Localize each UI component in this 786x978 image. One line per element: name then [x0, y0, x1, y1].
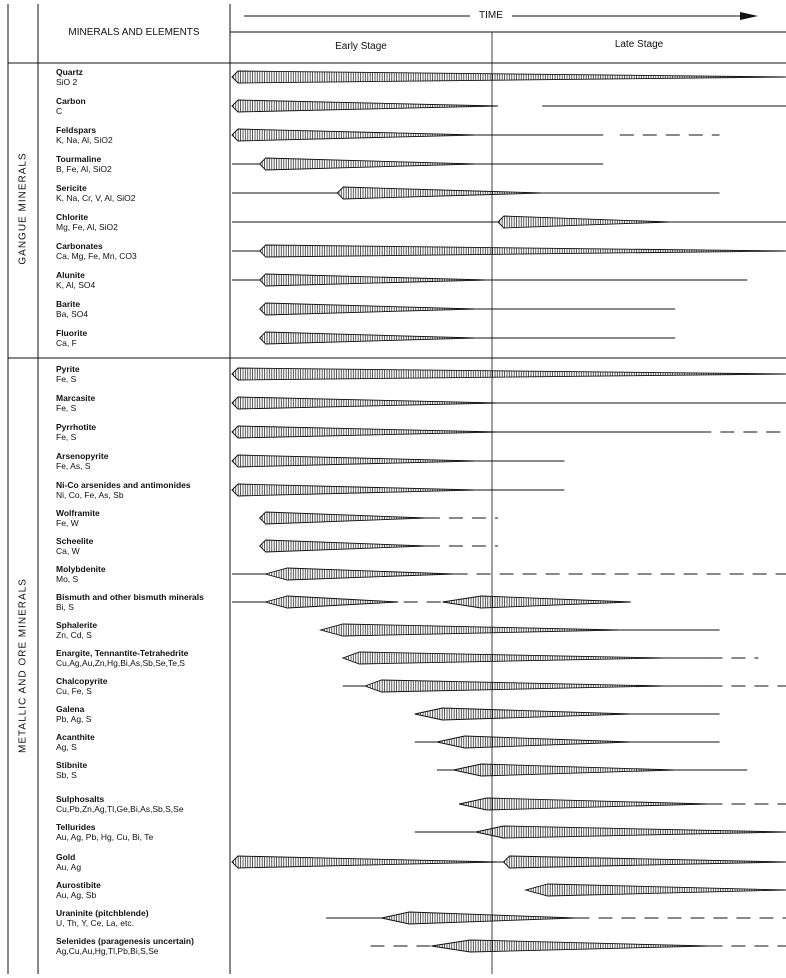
mineral-label	[56, 760, 87, 780]
mineral-formula: Fe, As, S	[56, 461, 91, 471]
mineral-label	[56, 936, 194, 956]
mineral-label	[56, 364, 80, 384]
mineral-label	[56, 328, 87, 348]
abundance-taper	[232, 484, 476, 496]
mineral-formula: Cu,Ag,Au,Zn,Hg,Bi,As,Sb,Se,Te,S	[56, 658, 185, 668]
mineral-formula: Fe, S	[56, 432, 77, 442]
abundance-taper	[431, 940, 708, 952]
mineral-name: Pyrite	[56, 364, 80, 374]
mineral-name: Sulphosalts	[56, 794, 105, 804]
mineral-name: Quartz	[56, 67, 83, 77]
mineral-formula: Au, Ag, Pb, Hg, Cu, Bi, Te	[56, 832, 154, 842]
mineral-formula: K, Na, Al, SiO2	[56, 135, 113, 145]
mineral-formula: C	[56, 106, 63, 116]
mineral-formula: Au, Ag, Sb	[56, 890, 97, 900]
abundance-taper	[260, 274, 487, 286]
abundance-taper	[321, 624, 620, 636]
abundance-taper	[232, 455, 476, 467]
mineral-formula: Ca, F	[56, 338, 77, 348]
mineral-label	[56, 852, 81, 872]
mineral-name: Stibnite	[56, 760, 88, 770]
mineral-name: Acanthite	[56, 732, 95, 742]
mineral-name: Enargite, Tennantite-Tetrahedrite	[56, 648, 189, 658]
mineral-formula: Sb, S	[56, 770, 77, 780]
mineral-label	[56, 480, 191, 500]
mineral-formula: Pb, Ag, S	[56, 714, 92, 724]
mineral-formula: Cu, Fe, S	[56, 686, 92, 696]
time-label: TIME	[479, 10, 503, 21]
mineral-formula: Mg, Fe, Al, SiO2	[56, 222, 118, 232]
mineral-formula: K, Na, Cr, V, Al, SiO2	[56, 193, 136, 203]
mineral-name: Carbon	[56, 96, 86, 106]
mineral-label	[56, 183, 136, 203]
mineral-formula: Cu,Pb,Zn,Ag,Tl,Ge,Bi,As,Sb,S,Se	[56, 804, 184, 814]
mineral-name: Aurostibite	[56, 880, 101, 890]
mineral-formula: U, Th, Y, Ce, La, etc.	[56, 918, 134, 928]
abundance-taper	[232, 129, 476, 141]
abundance-taper	[232, 100, 498, 112]
abundance-taper	[503, 856, 786, 868]
mineral-label	[56, 67, 83, 87]
mineral-formula: Ag, S	[56, 742, 77, 752]
mineral-formula: Ni, Co, Fe, As, Sb	[56, 490, 124, 500]
abundance-taper	[232, 368, 786, 380]
mineral-label	[56, 536, 93, 556]
mineral-name: Carbonates	[56, 241, 103, 251]
mineral-label	[56, 620, 97, 640]
abundance-taper	[459, 798, 708, 810]
abundance-taper	[265, 596, 398, 608]
mineral-name: Ni-Co arsenides and antimonides	[56, 480, 191, 490]
mineral-name: Pyrrhotite	[56, 422, 97, 432]
mineral-formula: Ca, Mg, Fe, Mn, CO3	[56, 251, 137, 261]
abundance-taper	[343, 652, 664, 664]
mineral-name: Barite	[56, 299, 81, 309]
abundance-taper	[337, 187, 542, 199]
abundance-taper	[265, 568, 453, 580]
time-arrow-head-icon	[740, 12, 758, 20]
mineral-label	[56, 704, 91, 724]
mineral-name: Scheelite	[56, 536, 94, 546]
abundance-taper	[260, 303, 476, 315]
mineral-formula: Ca, W	[56, 546, 80, 556]
mineral-formula: Fe, S	[56, 403, 77, 413]
abundance-taper	[498, 216, 670, 228]
mineral-formula: Zn, Cd, S	[56, 630, 92, 640]
mineral-label	[56, 508, 100, 528]
metallic-ore-minerals-group-label: METALLIC AND ORE MINERALS	[17, 578, 29, 753]
mineral-formula: Bi, S	[56, 602, 74, 612]
timeline-bars	[232, 71, 786, 952]
abundance-taper	[260, 332, 476, 344]
mineral-name: Uraninite (pitchblende)	[56, 908, 149, 918]
abundance-taper	[365, 680, 664, 692]
gangue-minerals-group-label: GANGUE MINERALS	[17, 152, 29, 265]
abundance-taper	[260, 158, 476, 170]
early-stage-header: Early Stage	[335, 41, 387, 52]
mineral-label	[56, 794, 184, 814]
mineral-label	[56, 299, 88, 319]
mineral-label	[56, 125, 113, 145]
mineral-name: Molybdenite	[56, 564, 106, 574]
mineral-label	[56, 241, 137, 261]
mineral-formula: Fe, W	[56, 518, 79, 528]
mineral-name: Alunite	[56, 270, 85, 280]
late-stage-header: Late Stage	[614, 39, 664, 50]
abundance-taper	[232, 397, 498, 409]
mineral-label	[56, 648, 188, 668]
mineral-name: Bismuth and other bismuth minerals	[56, 592, 204, 602]
mineral-formula: Mo, S	[56, 574, 79, 584]
mineral-name: Tellurides	[56, 822, 96, 832]
mineral-formula: Au, Ag	[56, 862, 82, 872]
abundance-taper	[382, 912, 576, 924]
mineral-label	[56, 422, 96, 442]
abundance-taper	[443, 596, 631, 608]
mineral-label	[56, 212, 118, 232]
mineral-name: Selenides (paragenesis uncertain)	[56, 936, 194, 946]
mineral-label	[56, 96, 86, 116]
mineral-formula: K, Al, SO4	[56, 280, 96, 290]
mineral-label	[56, 822, 153, 842]
mineral-name: Wolframite	[56, 508, 100, 518]
abundance-taper	[415, 708, 631, 720]
mineral-label	[56, 270, 95, 290]
mineral-formula: Ag,Cu,Au,Hg,Tl,Pb,Bi,S,Se	[56, 946, 159, 956]
abundance-taper	[260, 245, 786, 257]
mineral-label	[56, 908, 149, 928]
mineral-label	[56, 393, 95, 413]
abundance-taper	[260, 512, 426, 524]
mineral-name: Sphalerite	[56, 620, 98, 630]
mineral-formula: Ba, SO4	[56, 309, 89, 319]
abundance-taper	[437, 736, 631, 748]
mineral-name: Chlorite	[56, 212, 89, 222]
mineral-name: Tourmaline	[56, 154, 102, 164]
abundance-taper	[454, 764, 676, 776]
mineral-name: Marcasite	[56, 393, 96, 403]
mineral-formula: Fe, S	[56, 374, 77, 384]
mineral-name: Galena	[56, 704, 85, 714]
mineral-label	[56, 880, 101, 900]
mineral-name: Feldspars	[56, 125, 97, 135]
mineral-name: Fluorite	[56, 328, 88, 338]
mineral-label	[56, 592, 204, 612]
abundance-taper	[232, 426, 498, 438]
mineral-label	[56, 732, 95, 752]
mineral-label	[56, 154, 112, 174]
mineral-name: Arsenopyrite	[56, 451, 109, 461]
mineral-formula: B, Fe, Al, SiO2	[56, 164, 112, 174]
mineral-formula: SiO 2	[56, 77, 78, 87]
abundance-taper	[476, 826, 786, 838]
abundance-taper	[526, 884, 786, 896]
abundance-taper	[232, 71, 786, 83]
abundance-taper	[232, 856, 498, 868]
mineral-name: Sericite	[56, 183, 87, 193]
mineral-name: Chalcopyrite	[56, 676, 108, 686]
mineral-label	[56, 451, 108, 471]
minerals-column-header: MINERALS AND ELEMENTS	[68, 27, 200, 38]
mineral-label	[56, 676, 108, 696]
abundance-taper	[260, 540, 426, 552]
mineral-name: Gold	[56, 852, 76, 862]
mineral-label	[56, 564, 106, 584]
